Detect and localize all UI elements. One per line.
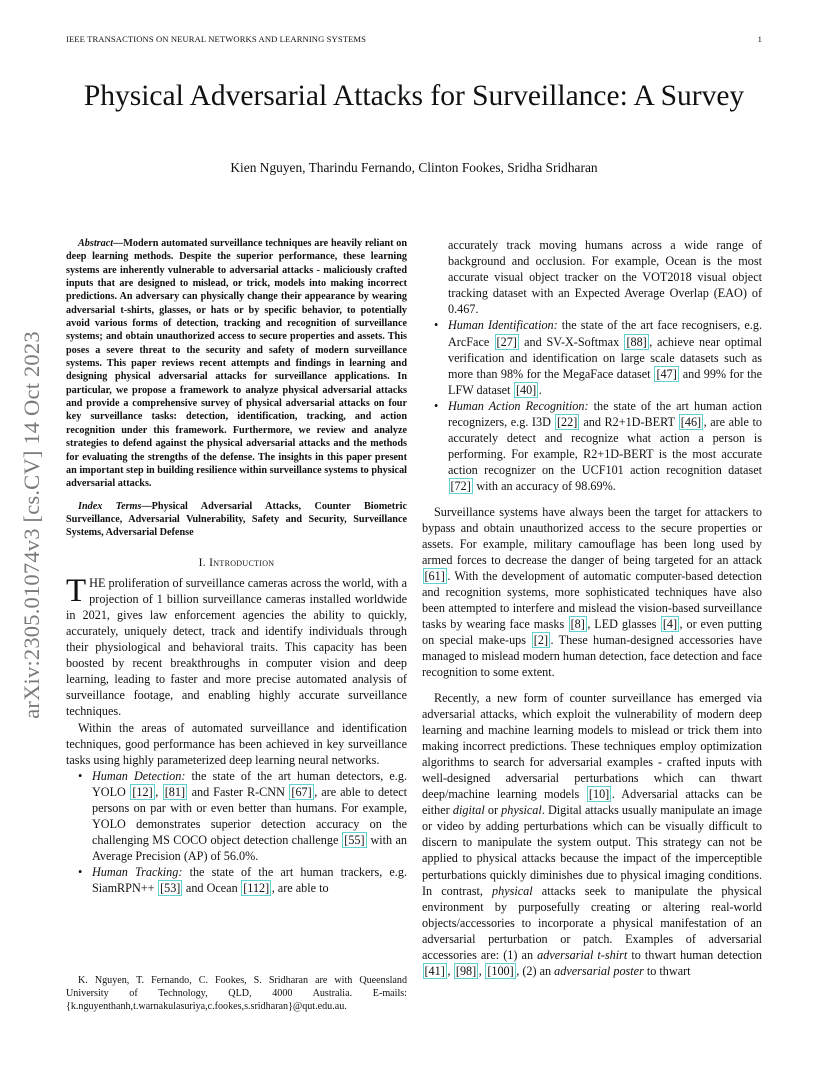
bullet-human-action-recognition: • Human Action Recognition: the state of the art human action recognizers, e.g. I3D [22] and R2+1D-BERT [46] , are able to accurately detect and recognize what action a person is performing. For example, R2+1D-BERT is the most accurate action recognizer on the UCF101 action recognition dataset [72] with an accuracy of 98.69%. (448, 398, 762, 495)
bullet-human-tracking-continued: accurately track moving humans across a wide range of background and occlusion. For example, Ocean is the most accurate visual object tracker on the VOT2018 visual object tracking dataset with an Expected Average Overlap (EAO) of 0.467. (448, 238, 762, 317)
citation-link[interactable]: [98] (455, 964, 477, 979)
task-bullet-list (66, 768, 407, 897)
citation-link[interactable]: [47] (656, 366, 677, 381)
drop-cap: T (66, 572, 87, 609)
citation-link[interactable]: [55] (344, 833, 365, 848)
journal-name: IEEE TRANSACTIONS ON NEURAL NETWORKS AND LEARNING SYSTEMS (66, 34, 367, 44)
abstract: Abstract—Modern automated surveillance techniques are heavily reliant on deep learning methods. Despite the superior performance, these learning systems are inherently vulnerable to adversarial attacks - maliciously crafted inputs that are designed to mislead, or trick, models into making incorrect predictions. An adversary can physically change their appearance by wearing adversarial t-shirts, glasses, or hats or by specific behavior, to potentially avoid various forms of detection, tracking and recognition of surveillance systems; and obtain unauthorized access to secure properties and assets. This poses a severe threat to the security and safety of modern surveillance systems. This paper reviews recent attempts and findings in learning and designing physical adversarial attacks for surveillance applications. In particular, we propose a framework to analyze physical adversarial attacks and provide a comprehensive survey of physical adversarial attacks on four key surveillance tasks: detection, identification, tracking, and action recognition under this framework. Furthermore, we review and analyze strategies to defend against the physical adversarial attacks and the methods for evaluating the strengths of the defense. The insights in this paper present an important step in building resilience within surveillance systems to physical adversarial attacks. (66, 238, 407, 490)
affiliation-footnote: K. Nguyen, T. Fernando, C. Fookes, S. Sridharan are with Queensland University of Technology, QLD, 4000 Australia. E-mails: {k.nguyenthanh,t.warnakulasuriya,c.fookes,s.sridharan}@qut.edu.au. (66, 975, 407, 1012)
citation-link[interactable]: [40] (515, 382, 537, 397)
intro-paragraph-1 (66, 572, 407, 720)
citation-link[interactable]: [41] (424, 964, 445, 979)
citation-link[interactable]: [12] (132, 784, 153, 799)
running-header (66, 34, 762, 48)
section-heading-introduction: I. Introduction (198, 555, 275, 569)
citation-link[interactable]: [61] (424, 568, 445, 583)
citation-link[interactable]: [72] (450, 479, 471, 494)
right-paragraph-2: Recently, a new form of counter surveillance has emerged via adversarial attacks, which exploit the vulnerability of modern deep learning and machine learning models to mislead or trick them into making incorrect predictions. These techniques employ optimization algorithms to search for adversarial examples - crafted inputs with well-designed adversarial perturbations which can thwart deep/machine learning models [10] . Adversarial attacks can be either digital or physical. Digital attacks usually manipulate an image or video by adding perturbations which can be visually difficult to discern to manipulate the system output. This strategy can not be applied to physical attacks because the impact of the imperceptible perturbations quickly diminishes due to physical imaging conditions. In contrast, physical attacks seek to manipulate the physical environment by purposefully creating or altering real-world objects/accessories to incorporate a physical manifestation of an adversarial perturbation or patch. Examples of adversarial accessories are: (1) an adversarial t-shirt to thwart human detection [41] , [98] , [100] , (2) an adversarial poster to thwart (422, 690, 763, 979)
citation-link[interactable]: [100] (487, 964, 514, 979)
citation-link[interactable]: [53] (160, 881, 181, 896)
citation-link[interactable]: [112] (243, 881, 270, 896)
index-terms: Index Terms—Physical Adversarial Attacks, Counter Biometric Surveillance, Adversarial Vulnerability, Safety and Security, Surveillance Systems, Adversarial Defense (66, 500, 407, 539)
citation-link[interactable]: [88] (626, 334, 647, 349)
bullet-human-tracking: • Human Tracking: the state of the art human trackers, e.g. SiamRPN++ [53] and Ocean [112] , are able to (92, 864, 407, 896)
right-paragraph-1: Surveillance systems have always been the target for attackers to bypass and obtain unauthorized access to the secure properties or assets. For example, military camouflage has been long used by armed forces to decrease the danger of being targeted for an attack [61] . With the development of automatic computer-based detection and recognition systems, more sophisticated techniques have also been attempted to interfere and mislead the vision-based surveillance tasks by wearing face masks [8] , LED glasses [4] , or even putting on special make-ups [2] . These human-designed accessories have managed to mislead modern human detection, face detection and face recognition to some extent. (422, 504, 762, 680)
citation-link[interactable]: [67] (291, 784, 312, 799)
abstract-label: Abstract (78, 238, 114, 249)
citation-link[interactable]: [27] (496, 334, 517, 349)
bullet-human-identification: • Human Identification: the state of the art face recognisers, e.g. ArcFace [27] and SV-X-Softmax [88] , achieve near optimal verification and identification on large scale datasets such as more than 98% for the MegaFace dataset [47] and 99% for the LFW dataset [40] . (448, 317, 762, 397)
citation-link[interactable]: [81] (164, 784, 186, 799)
arxiv-stamp (12, 290, 52, 760)
citation-link[interactable]: [8] (570, 617, 585, 632)
citation-link[interactable]: [22] (556, 415, 578, 430)
left-column (66, 237, 407, 897)
page-number: 1 (757, 34, 762, 44)
citation-link[interactable]: [46] (680, 415, 702, 430)
index-terms-text: Physical Adversarial Attacks, Counter Biometric Surveillance, Adversarial Vulnerability, Safety and Security, Surveillance Systems, Adversarial Defense (66, 500, 407, 539)
paper-title: Physical Adversarial Attacks for Surveillance: A Survey (83, 80, 745, 112)
author-list: Kien Nguyen, Tharindu Fernando, Clinton Fookes, Sridha Sridharan (230, 160, 598, 175)
intro-p1-text: HE proliferation of surveillance cameras across the world, with a projection of 1 billion surveillance cameras installed worldwide in 2021, gives law enforcement agencies the ability to quickly, accurately, uniquely detect, track and identify individuals through their physiological and behavioral traits. This capacity has been boosted by recent breakthroughs in computer vision and deep learning, leading to faster and more precise automated analysis of surveillance footage, and enabling highly accurate surveillance techniques. (66, 575, 407, 719)
citation-link[interactable]: [10] (588, 787, 610, 802)
bullet-human-detection: • Human Detection: the state of the art human detectors, e.g. YOLO [12] , [81] and Faster R-CNN [67] , are able to detect persons on par with or even better than humans. For example, YOLO demonstrates superior detection accuracy on the challenging MS COCO object detection challenge [55] with an Average Precision (AP) of 56.0%. (92, 768, 407, 865)
right-column (422, 237, 762, 979)
index-terms-label: Index Terms (78, 500, 142, 512)
arxiv-stamp-text: arXiv:2305.01074v3 [cs.CV] 14 Oct 2023 (19, 331, 44, 719)
citation-link[interactable]: [4] (662, 617, 678, 632)
intro-paragraph-2: Within the areas of automated surveillance and identification techniques, good performance has been achieved in key surveillance tasks using highly parameterized deep learning neural networks. (66, 720, 407, 767)
abstract-text: Modern automated surveillance techniques are heavily reliant on deep learning methods. Despite the superior performance, these learning systems are inherently vulnerable to adversarial attacks - maliciously crafted inputs that are designed to mislead, or trick, models into making incorrect predictions. An adversary can physically change their appearance by wearing adversarial t-shirts, glasses, or hats or by specific behavior, to potentially avoid various forms of detection, tracking and recognition of surveillance systems; and obtain unauthorized access to secure properties and assets. This poses a severe threat to the security and safety of modern surveillance systems. This paper reviews recent attempts and findings in learning and designing physical adversarial attacks for surveillance applications. In particular, we propose a framework to analyze physical adversarial attacks and provide a comprehensive survey of physical adversarial attacks on four key surveillance tasks: detection, identification, tracking, and action recognition under this framework. Furthermore, we review and analyze strategies to defend against the physical adversarial attacks and the methods for evaluating the strengths of the defense. The insights in this paper present an important step in building resilience within surveillance systems to physical adversarial attacks. (66, 238, 407, 490)
task-bullet-list-continued (422, 317, 762, 494)
citation-link[interactable]: [2] (533, 633, 549, 648)
